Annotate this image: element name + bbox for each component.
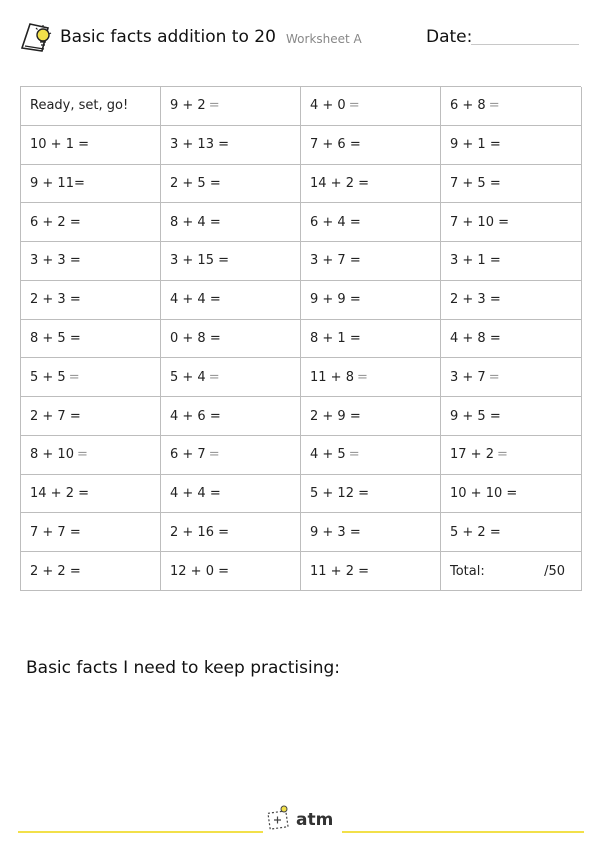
addition-fact: 11 + 8	[310, 369, 354, 385]
addition-fact: 2 + 5	[170, 175, 206, 191]
grid-cell[interactable]	[21, 475, 161, 514]
addition-fact: 9 + 5	[450, 408, 486, 424]
equals-sign: =	[349, 253, 361, 269]
addition-fact: 9 + 11	[30, 175, 74, 191]
equals-sign: =	[209, 214, 221, 230]
equals-sign: =	[489, 524, 501, 540]
addition-fact: 6 + 4	[310, 214, 346, 230]
worksheet-title: Basic facts addition to 20	[60, 27, 276, 47]
grid-cell[interactable]	[161, 320, 301, 359]
grid-cell[interactable]	[161, 242, 301, 281]
addition-fact: 9 + 9	[310, 292, 346, 308]
practise-heading: Basic facts I need to keep practising:	[26, 658, 341, 678]
grid-cell[interactable]	[21, 552, 161, 591]
addition-fact: 17 + 2	[450, 447, 494, 463]
grid-cell[interactable]	[21, 165, 161, 204]
equals-sign: =	[489, 292, 501, 308]
equals-sign: =	[348, 98, 360, 114]
grid-cell[interactable]	[21, 203, 161, 242]
addition-fact: 2 + 9	[310, 408, 346, 424]
equals-sign: =	[208, 98, 220, 114]
grid-cell[interactable]	[161, 397, 301, 436]
equals-sign: =	[506, 486, 518, 502]
grid-cell[interactable]	[441, 165, 582, 204]
grid-cell[interactable]	[21, 281, 161, 320]
equals-sign: =	[218, 253, 230, 269]
equals-sign: =	[358, 486, 370, 502]
equals-sign: =	[358, 175, 370, 191]
addition-fact: 4 + 0	[310, 98, 346, 114]
addition-fact: 5 + 12	[310, 486, 354, 502]
total-score: /50	[544, 563, 565, 579]
grid-cell[interactable]	[161, 126, 301, 165]
grid-cell[interactable]	[441, 242, 582, 281]
equals-sign: =	[349, 137, 361, 153]
grid-cell	[21, 87, 161, 126]
grid-cell[interactable]	[301, 475, 441, 514]
grid-cell[interactable]	[21, 397, 161, 436]
total-label: Total:	[450, 563, 485, 579]
date-write-line[interactable]	[471, 44, 579, 45]
equals-sign: =	[489, 330, 501, 346]
equals-sign: =	[218, 563, 230, 579]
grid-cell[interactable]	[301, 165, 441, 204]
addition-fact: 14 + 2	[30, 486, 74, 502]
equals-sign: =	[68, 369, 80, 385]
equals-sign: =	[358, 563, 370, 579]
equals-sign: =	[69, 214, 81, 230]
equals-sign: =	[348, 447, 360, 463]
grid-cell[interactable]	[161, 281, 301, 320]
addition-fact: 2 + 2	[30, 563, 66, 579]
addition-fact: 7 + 6	[310, 137, 346, 153]
addition-fact: 11 + 2	[310, 563, 354, 579]
addition-fact: 2 + 16	[170, 524, 214, 540]
grid-cell[interactable]	[301, 436, 441, 475]
addition-fact: 2 + 7	[30, 408, 66, 424]
addition-fact: 9 + 1	[450, 137, 486, 153]
grid-cell[interactable]	[301, 87, 441, 126]
grid-cell[interactable]	[441, 126, 582, 165]
addition-fact: 5 + 2	[450, 524, 486, 540]
grid-cell[interactable]	[441, 513, 582, 552]
equals-sign: =	[76, 447, 88, 463]
addition-fact: 3 + 15	[170, 253, 214, 269]
grid-cell[interactable]	[21, 358, 161, 397]
grid-cell[interactable]	[441, 397, 582, 436]
grid-cell[interactable]	[441, 87, 582, 126]
grid-cell[interactable]	[161, 165, 301, 204]
footer-divider-left	[18, 831, 263, 833]
equals-sign: =	[69, 253, 81, 269]
equals-sign: =	[209, 292, 221, 308]
grid-cell[interactable]	[301, 281, 441, 320]
addition-fact: 2 + 3	[450, 292, 486, 308]
addition-fact: 8 + 5	[30, 330, 66, 346]
addition-fact: 8 + 4	[170, 214, 206, 230]
addition-fact: 8 + 1	[310, 330, 346, 346]
equals-sign: =	[489, 408, 501, 424]
grid-cell[interactable]	[441, 436, 582, 475]
equals-sign: =	[349, 524, 361, 540]
date-label: Date:	[426, 27, 473, 47]
addition-fact: 9 + 3	[310, 524, 346, 540]
equals-sign: =	[349, 330, 361, 346]
worksheet-subtitle: Worksheet A	[286, 32, 362, 46]
addition-fact: 9 + 2	[170, 98, 206, 114]
addition-fact: 10 + 1	[30, 137, 74, 153]
grid-cell[interactable]	[441, 203, 582, 242]
addition-fact: 8 + 10	[30, 447, 74, 463]
equals-sign: =	[69, 524, 81, 540]
addition-fact: 4 + 5	[310, 447, 346, 463]
grid-cell[interactable]	[161, 475, 301, 514]
grid-cell[interactable]	[161, 203, 301, 242]
addition-fact: 3 + 13	[170, 137, 214, 153]
equals-sign: =	[209, 175, 221, 191]
grid-cell[interactable]	[161, 552, 301, 591]
grid-cell[interactable]	[301, 513, 441, 552]
equals-sign: =	[349, 292, 361, 308]
footer-divider-right	[342, 831, 584, 833]
equals-sign: =	[209, 330, 221, 346]
grid-cell[interactable]	[161, 87, 301, 126]
grid-cell[interactable]	[301, 552, 441, 591]
grid-cell[interactable]	[301, 242, 441, 281]
equals-sign: =	[208, 447, 220, 463]
grid-cell[interactable]	[301, 126, 441, 165]
addition-fact: 4 + 4	[170, 292, 206, 308]
equals-sign: =	[208, 369, 220, 385]
grid-cell[interactable]	[301, 320, 441, 359]
equals-sign: =	[349, 214, 361, 230]
equals-sign: =	[496, 447, 508, 463]
equals-sign: =	[218, 524, 230, 540]
equals-sign: =	[489, 253, 501, 269]
addition-fact: 2 + 3	[30, 292, 66, 308]
addition-fact: 7 + 5	[450, 175, 486, 191]
addition-fact: 10 + 10	[450, 486, 503, 502]
addition-fact: 4 + 8	[450, 330, 486, 346]
grid-cell[interactable]	[161, 436, 301, 475]
pencil-lightbulb-icon	[18, 18, 56, 56]
atm-logo	[266, 800, 338, 834]
grid-cell[interactable]	[161, 513, 301, 552]
grid-cell[interactable]	[21, 513, 161, 552]
addition-fact: 6 + 7	[170, 447, 206, 463]
grid-cell[interactable]	[21, 242, 161, 281]
worksheet-header	[0, 0, 600, 80]
addition-fact: 7 + 10	[450, 214, 494, 230]
atm-logo-text: atm	[296, 810, 334, 830]
addition-fact: 4 + 4	[170, 486, 206, 502]
addition-fact: 4 + 6	[170, 408, 206, 424]
equals-sign: =	[498, 214, 510, 230]
equals-sign: =	[209, 408, 221, 424]
addition-fact: 6 + 8	[450, 98, 486, 114]
grid-cell[interactable]	[301, 397, 441, 436]
equals-sign: =	[489, 137, 501, 153]
addition-fact: 3 + 7	[450, 369, 486, 385]
grid-cell[interactable]	[441, 320, 582, 359]
grid-cell[interactable]	[21, 320, 161, 359]
grid-cell[interactable]	[301, 358, 441, 397]
addition-fact: 7 + 7	[30, 524, 66, 540]
equals-sign: =	[78, 137, 90, 153]
addition-fact: 5 + 4	[170, 369, 206, 385]
grid-cell[interactable]	[21, 126, 161, 165]
addition-fact: 0 + 8	[170, 330, 206, 346]
equals-sign: =	[69, 292, 81, 308]
equals-sign: =	[69, 563, 81, 579]
lead-label: Ready, set, go!	[30, 98, 129, 114]
equals-sign: =	[78, 486, 90, 502]
grid-cell[interactable]	[441, 358, 582, 397]
addition-fact: 14 + 2	[310, 175, 354, 191]
addition-fact: 6 + 2	[30, 214, 66, 230]
equals-sign: =	[488, 369, 500, 385]
equals-sign: =	[349, 408, 361, 424]
equals-sign: =	[69, 408, 81, 424]
grid-cell[interactable]	[441, 475, 582, 514]
addition-fact: 3 + 1	[450, 253, 486, 269]
grid-cell[interactable]	[441, 281, 582, 320]
total-cell[interactable]	[441, 552, 582, 591]
grid-cell[interactable]	[301, 203, 441, 242]
equals-sign: =	[209, 486, 221, 502]
addition-facts-grid	[20, 86, 581, 591]
equals-sign: =	[488, 98, 500, 114]
grid-cell[interactable]	[21, 436, 161, 475]
addition-fact: 12 + 0	[170, 563, 214, 579]
equals-sign: =	[218, 137, 230, 153]
equals-sign: =	[73, 175, 85, 191]
addition-fact: 5 + 5	[30, 369, 66, 385]
addition-fact: 3 + 3	[30, 253, 66, 269]
equals-sign: =	[356, 369, 368, 385]
addition-fact: 3 + 7	[310, 253, 346, 269]
equals-sign: =	[489, 175, 501, 191]
grid-cell[interactable]	[161, 358, 301, 397]
equals-sign: =	[69, 330, 81, 346]
